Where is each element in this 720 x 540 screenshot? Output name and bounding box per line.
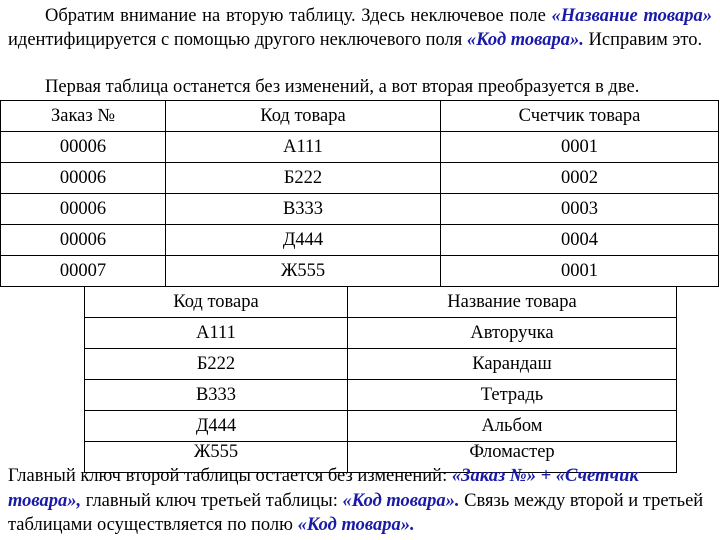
- cell: 0003: [441, 194, 719, 225]
- highlight-term: «Заказ №» + «Счетчик товара»,: [8, 466, 639, 511]
- table-row: [1, 194, 719, 225]
- orders-table: [0, 100, 719, 287]
- cell: А111: [166, 132, 441, 163]
- cell: Б222: [85, 349, 348, 380]
- header-cell: Заказ №: [1, 101, 166, 132]
- cell: 0004: [441, 225, 719, 256]
- paragraph-conclusion: [8, 464, 712, 538]
- cell: В333: [85, 380, 348, 411]
- cell: Карандаш: [348, 349, 677, 380]
- cell: 0001: [441, 132, 719, 163]
- cell: 00006: [1, 225, 166, 256]
- cell: 00007: [1, 256, 166, 287]
- products-table: [84, 287, 677, 473]
- cell: Фломастер: [348, 442, 677, 473]
- highlight-term: «Название товара»: [551, 6, 712, 26]
- table-header-row: [1, 101, 719, 132]
- header-cell: Код товара: [166, 101, 441, 132]
- table-row: [1, 163, 719, 194]
- table-row: [1, 225, 719, 256]
- header-cell: Название товара: [348, 287, 677, 318]
- text: Обратим внимание на вторую таблицу. Здесь неключевое поле: [45, 6, 552, 26]
- cell: Тетрадь: [348, 380, 677, 411]
- cell: Авторучка: [348, 318, 677, 349]
- cell: В333: [166, 194, 441, 225]
- header-cell: Код товара: [85, 287, 348, 318]
- cell: Ж555: [166, 256, 441, 287]
- text: главный ключ третьей таблицы:: [81, 490, 343, 511]
- paragraph-intro: [8, 5, 712, 52]
- text: Главный ключ второй таблицы остается без изменений:: [8, 466, 452, 486]
- cell: Альбом: [348, 411, 677, 442]
- paragraph-first-table: Первая таблица останется без изменений, а вот вторая преобразуется в две.: [45, 77, 640, 97]
- table-row: [1, 256, 719, 287]
- table-row: [85, 411, 677, 442]
- cell: Ж555: [85, 442, 348, 473]
- cell: Д444: [166, 225, 441, 256]
- highlight-term: «Код товара».: [466, 29, 584, 50]
- table-row: [85, 318, 677, 349]
- cell: 00006: [1, 194, 166, 225]
- table-row: [1, 132, 719, 163]
- highlight-term: «Код товара».: [342, 490, 460, 511]
- header-cell: Счетчик товара: [441, 101, 719, 132]
- cell: А111: [85, 318, 348, 349]
- text: Связь между второй и третьей таблицами осуществляется по полю: [8, 490, 704, 535]
- table-header-row: [85, 287, 677, 318]
- cell: 00006: [1, 132, 166, 163]
- cell: 00006: [1, 163, 166, 194]
- highlight-term: «Код товара».: [297, 515, 415, 535]
- table-row: [85, 380, 677, 411]
- table-row: [85, 349, 677, 380]
- text: идентифицируется с помощью другого неключевого поля: [8, 29, 467, 50]
- cell: 0002: [441, 163, 719, 194]
- cell: Б222: [166, 163, 441, 194]
- text: Исправим это.: [583, 29, 703, 50]
- cell: Д444: [85, 411, 348, 442]
- cell: 0001: [441, 256, 719, 287]
